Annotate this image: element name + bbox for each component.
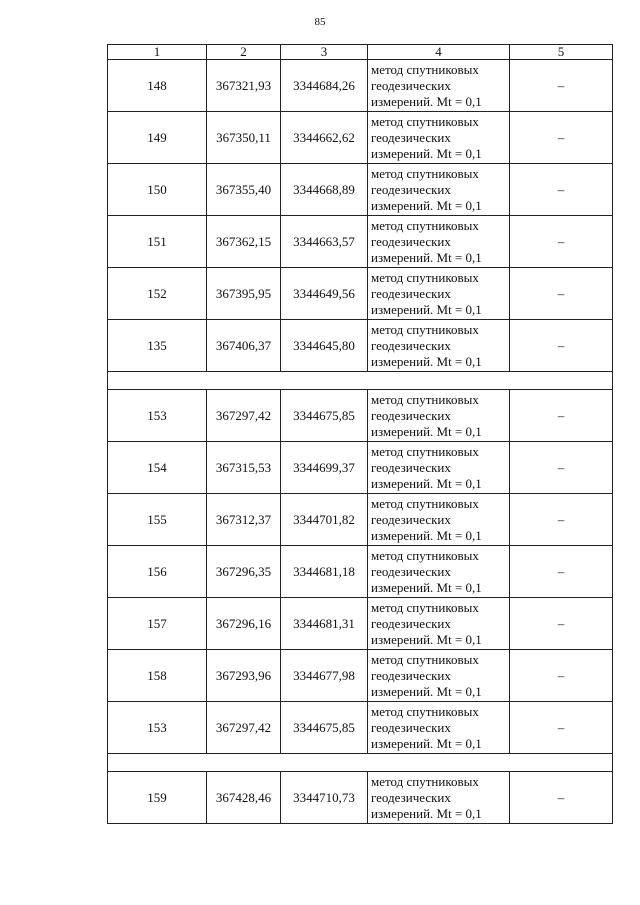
note-cell: – [510, 546, 613, 598]
method-text-line: геодезических [371, 77, 451, 93]
note-cell: – [510, 390, 613, 442]
method-text-line: измерений. Mt = 0,1 [371, 805, 482, 821]
x-coordinate-cell: 367312,37 [207, 494, 281, 546]
y-coordinate-cell: 3344675,85 [281, 702, 368, 754]
method-text-line: метод спутниковых [371, 217, 479, 233]
method-text-line: метод спутниковых [371, 651, 479, 667]
method-text-line: геодезических [371, 285, 451, 301]
method-text-line: измерений. Mt = 0,1 [371, 527, 482, 543]
method-text-line: метод спутниковых [371, 599, 479, 615]
x-coordinate-cell: 367297,42 [207, 390, 281, 442]
table-row [108, 268, 613, 320]
point-number-cell: 148 [108, 60, 207, 112]
x-coordinate-cell: 367428,46 [207, 772, 281, 824]
method-text-line: измерений. Mt = 0,1 [371, 249, 482, 265]
method-text-line: геодезических [371, 407, 451, 423]
method-text-line: измерений. Mt = 0,1 [371, 683, 482, 699]
point-number-cell: 152 [108, 268, 207, 320]
table-row [108, 650, 613, 702]
y-coordinate-cell: 3344701,82 [281, 494, 368, 546]
method-text-line: измерений. Mt = 0,1 [371, 631, 482, 647]
method-cell [368, 442, 510, 494]
y-coordinate-cell: 3344668,89 [281, 164, 368, 216]
x-coordinate-cell: 367296,35 [207, 546, 281, 598]
table-row [108, 390, 613, 442]
x-coordinate-cell: 367321,93 [207, 60, 281, 112]
block-separator [108, 372, 613, 390]
y-coordinate-cell: 3344710,73 [281, 772, 368, 824]
x-coordinate-cell: 367395,95 [207, 268, 281, 320]
method-text-line: метод спутниковых [371, 113, 479, 129]
method-cell [368, 494, 510, 546]
y-coordinate-cell: 3344675,85 [281, 390, 368, 442]
method-cell [368, 546, 510, 598]
table-row [108, 442, 613, 494]
note-cell: – [510, 216, 613, 268]
method-cell [368, 320, 510, 372]
method-text-line: метод спутниковых [371, 321, 479, 337]
note-cell: – [510, 772, 613, 824]
x-coordinate-cell: 367293,96 [207, 650, 281, 702]
method-text-line: метод спутниковых [371, 165, 479, 181]
x-coordinate-cell: 367362,15 [207, 216, 281, 268]
column-header-2: 2 [207, 45, 281, 60]
method-cell [368, 772, 510, 824]
y-coordinate-cell: 3344681,31 [281, 598, 368, 650]
y-coordinate-cell: 3344649,56 [281, 268, 368, 320]
column-header-5: 5 [510, 45, 613, 60]
block-separator [108, 754, 613, 772]
method-text-line: геодезических [371, 511, 451, 527]
coordinates-table [107, 44, 613, 824]
method-text-line: геодезических [371, 181, 451, 197]
method-text-line: метод спутниковых [371, 495, 479, 511]
x-coordinate-cell: 367296,16 [207, 598, 281, 650]
method-text-line: измерений. Mt = 0,1 [371, 579, 482, 595]
table-row [108, 546, 613, 598]
method-text-line: метод спутниковых [371, 61, 479, 77]
point-number-cell: 153 [108, 702, 207, 754]
method-cell [368, 702, 510, 754]
column-header-1: 1 [108, 45, 207, 60]
x-coordinate-cell: 367355,40 [207, 164, 281, 216]
method-text-line: измерений. Mt = 0,1 [371, 475, 482, 491]
column-header-4: 4 [368, 45, 510, 60]
method-text-line: измерений. Mt = 0,1 [371, 735, 482, 751]
point-number-cell: 158 [108, 650, 207, 702]
table-row [108, 598, 613, 650]
method-cell [368, 390, 510, 442]
method-text-line: геодезических [371, 337, 451, 353]
method-cell [368, 164, 510, 216]
y-coordinate-cell: 3344662,62 [281, 112, 368, 164]
x-coordinate-cell: 367297,42 [207, 702, 281, 754]
column-header-3: 3 [281, 45, 368, 60]
table-row [108, 164, 613, 216]
header-row [108, 45, 613, 60]
table-row [108, 60, 613, 112]
method-text-line: измерений. Mt = 0,1 [371, 353, 482, 369]
point-number-cell: 135 [108, 320, 207, 372]
method-text-line: геодезических [371, 667, 451, 683]
note-cell: – [510, 598, 613, 650]
note-cell: – [510, 112, 613, 164]
y-coordinate-cell: 3344645,80 [281, 320, 368, 372]
y-coordinate-cell: 3344681,18 [281, 546, 368, 598]
method-cell [368, 650, 510, 702]
x-coordinate-cell: 367315,53 [207, 442, 281, 494]
note-cell: – [510, 442, 613, 494]
method-text-line: геодезических [371, 129, 451, 145]
point-number-cell: 149 [108, 112, 207, 164]
table-row [108, 216, 613, 268]
method-text-line: метод спутниковых [371, 547, 479, 563]
method-cell [368, 598, 510, 650]
point-number-cell: 156 [108, 546, 207, 598]
method-text-line: геодезических [371, 563, 451, 579]
note-cell: – [510, 60, 613, 112]
point-number-cell: 157 [108, 598, 207, 650]
method-cell [368, 60, 510, 112]
method-text-line: измерений. Mt = 0,1 [371, 423, 482, 439]
method-text-line: метод спутниковых [371, 773, 479, 789]
x-coordinate-cell: 367406,37 [207, 320, 281, 372]
method-text-line: метод спутниковых [371, 443, 479, 459]
method-text-line: геодезических [371, 789, 451, 805]
table-row [108, 494, 613, 546]
note-cell: – [510, 268, 613, 320]
point-number-cell: 151 [108, 216, 207, 268]
y-coordinate-cell: 3344677,98 [281, 650, 368, 702]
x-coordinate-cell: 367350,11 [207, 112, 281, 164]
method-text-line: метод спутниковых [371, 703, 479, 719]
y-coordinate-cell: 3344699,37 [281, 442, 368, 494]
method-text-line: геодезических [371, 459, 451, 475]
separator-cell [108, 372, 613, 390]
note-cell: – [510, 650, 613, 702]
table-row [108, 772, 613, 824]
method-text-line: метод спутниковых [371, 391, 479, 407]
method-text-line: измерений. Mt = 0,1 [371, 145, 482, 161]
note-cell: – [510, 320, 613, 372]
table-body [108, 60, 613, 824]
table-row [108, 320, 613, 372]
separator-cell [108, 754, 613, 772]
table-row [108, 112, 613, 164]
note-cell: – [510, 494, 613, 546]
point-number-cell: 159 [108, 772, 207, 824]
point-number-cell: 150 [108, 164, 207, 216]
method-text-line: геодезических [371, 615, 451, 631]
method-text-line: измерений. Mt = 0,1 [371, 197, 482, 213]
method-text-line: метод спутниковых [371, 269, 479, 285]
method-text-line: измерений. Mt = 0,1 [371, 93, 482, 109]
y-coordinate-cell: 3344663,57 [281, 216, 368, 268]
note-cell: – [510, 702, 613, 754]
method-text-line: измерений. Mt = 0,1 [371, 301, 482, 317]
method-text-line: геодезических [371, 233, 451, 249]
point-number-cell: 153 [108, 390, 207, 442]
method-text-line: геодезических [371, 719, 451, 735]
method-cell [368, 268, 510, 320]
page-number: 85 [314, 16, 326, 28]
point-number-cell: 154 [108, 442, 207, 494]
method-cell [368, 216, 510, 268]
y-coordinate-cell: 3344684,26 [281, 60, 368, 112]
point-number-cell: 155 [108, 494, 207, 546]
table-row [108, 702, 613, 754]
method-cell [368, 112, 510, 164]
note-cell: – [510, 164, 613, 216]
